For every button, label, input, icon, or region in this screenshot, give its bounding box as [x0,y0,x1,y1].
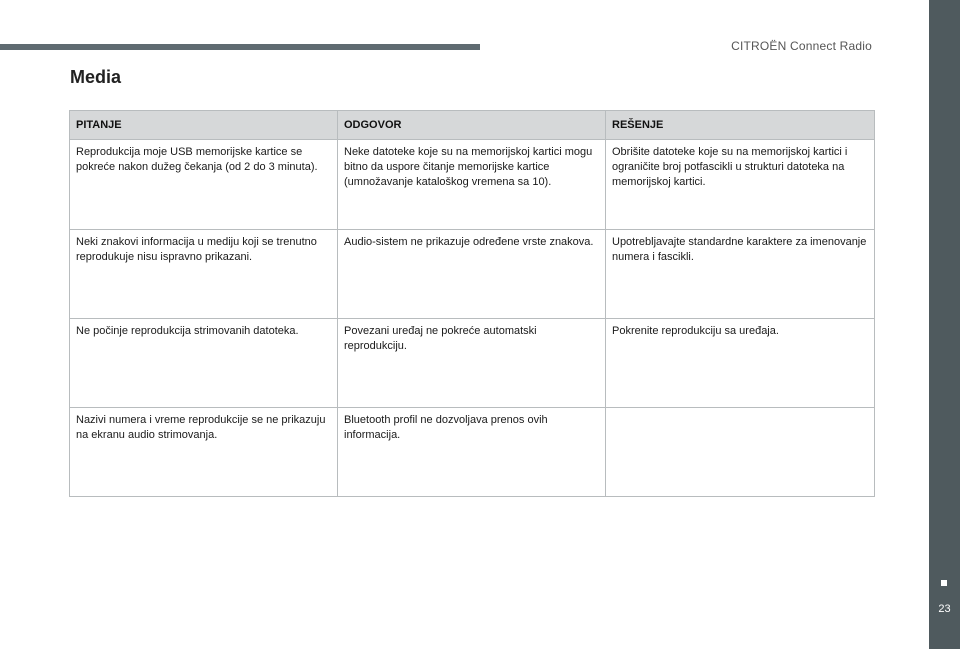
table-header-row [70,111,875,140]
solution-cell: Upotrebljavajte standardne karaktere za imenovanje numera i fascikli. [606,230,875,319]
question-cell: Ne počinje reprodukcija strimovanih datoteka. [70,319,338,408]
column-header-question: PITANJE [70,111,338,140]
page-marker-icon [941,580,947,586]
table-row [70,319,875,408]
troubleshooting-table [69,110,875,497]
table-row [70,140,875,230]
answer-cell: Neke datoteke koje su na memorijskoj kartici mogu bitno da uspore čitanje memorijske kartice (umnožavanje kataloškog vremena sa 10). [338,140,606,230]
solution-cell [606,408,875,497]
question-cell: Neki znakovi informacija u mediju koji se trenutno reprodukuje nisu ispravno prikazani. [70,230,338,319]
column-header-answer: ODGOVOR [338,111,606,140]
solution-cell: Obrišite datoteke koje su na memorijskoj kartici i ograničite broj potfascikli u strukturi datoteka na memorijskoj kartici. [606,140,875,230]
answer-cell: Audio-sistem ne prikazuje određene vrste znakova. [338,230,606,319]
manual-title: CITROËN Connect Radio [731,39,872,53]
answer-cell: Bluetooth profil ne dozvoljava prenos ovih informacija. [338,408,606,497]
section-title: Media [70,67,122,87]
solution-cell: Pokrenite reprodukciju sa uređaja. [606,319,875,408]
header-rule [0,44,480,50]
question-cell: Nazivi numera i vreme reprodukcije se ne prikazuju na ekranu audio strimovanja. [70,408,338,497]
column-header-solution: REŠENJE [606,111,875,140]
page-number: 23 [938,603,951,615]
table-row [70,408,875,497]
page-sidebar [929,0,960,649]
answer-cell: Povezani uređaj ne pokreće automatski reprodukciju. [338,319,606,408]
question-cell: Reprodukcija moje USB memorijske kartice se pokreće nakon dužeg čekanja (od 2 do 3 minuta). [70,140,338,230]
table-row [70,230,875,319]
